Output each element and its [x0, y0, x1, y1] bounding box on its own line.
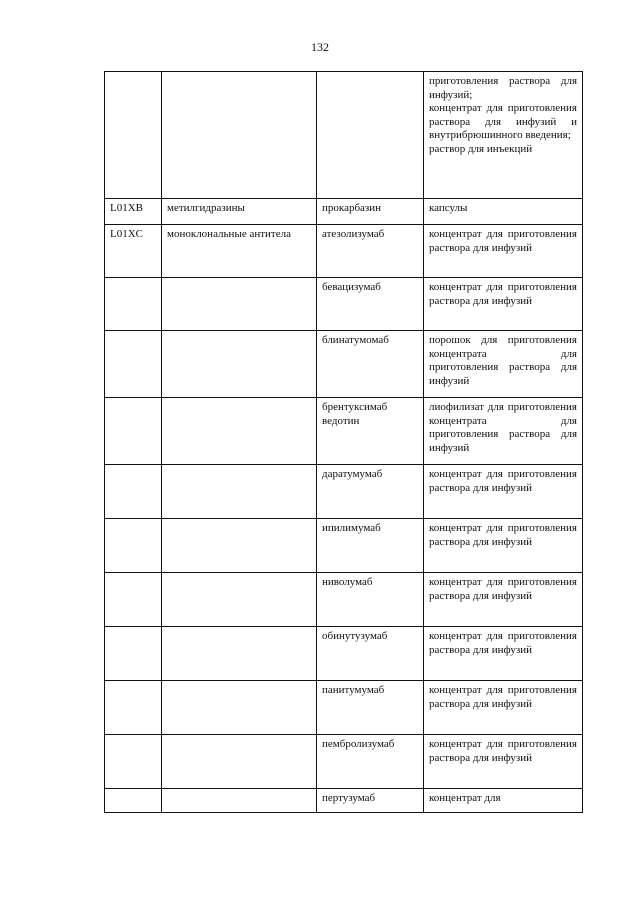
table-row — [105, 573, 583, 627]
dosage-form-cell-wrap — [424, 72, 583, 199]
atc-code-cell — [105, 398, 162, 465]
dosage-form-cell: концентрат для — [424, 789, 583, 813]
table-row — [105, 465, 583, 519]
drug-name-cell: ниволумаб — [317, 573, 424, 627]
dosage-form-cell: концентрат для приготовления раствора для инфузий — [424, 465, 583, 519]
dosage-form-cell: концентрат для приготовления раствора для инфузий — [424, 573, 583, 627]
dosage-form-cell: концентрат для приготовления раствора для инфузий — [424, 278, 583, 331]
group-cell — [162, 735, 317, 789]
drug-table — [104, 71, 583, 813]
group-cell: моноклональные антитела — [162, 225, 317, 278]
group-cell — [162, 72, 317, 199]
drug-name-cell: атезолизумаб — [317, 225, 424, 278]
atc-code-cell — [105, 465, 162, 519]
atc-code-cell — [105, 681, 162, 735]
dosage-form-cell: концентрат для приготовления раствора для инфузий — [424, 681, 583, 735]
drug-name-cell: даратумумаб — [317, 465, 424, 519]
group-cell — [162, 573, 317, 627]
dosage-form-cell: концентрат для приготовления раствора для инфузий — [424, 519, 583, 573]
drug-name-cell: ипилимумаб — [317, 519, 424, 573]
atc-code-cell — [105, 72, 162, 199]
atc-code-cell — [105, 278, 162, 331]
atc-code-cell — [105, 735, 162, 789]
group-cell — [162, 398, 317, 465]
drug-name-cell: бевацизумаб — [317, 278, 424, 331]
table-row — [105, 331, 583, 398]
atc-code-cell — [105, 519, 162, 573]
group-cell — [162, 278, 317, 331]
group-cell — [162, 331, 317, 398]
group-cell — [162, 519, 317, 573]
drug-name-cell: обинутузумаб — [317, 627, 424, 681]
drug-name-cell: панитумумаб — [317, 681, 424, 735]
table-row — [105, 225, 583, 278]
dosage-form-cell: концентрат для приготовления раствора для инфузий — [424, 627, 583, 681]
table-row — [105, 735, 583, 789]
table-row — [105, 199, 583, 225]
drug-name-cell: блинатумомаб — [317, 331, 424, 398]
table-row — [105, 72, 583, 199]
table-row — [105, 398, 583, 465]
atc-code-cell — [105, 331, 162, 398]
table-row — [105, 789, 583, 813]
group-cell — [162, 681, 317, 735]
atc-code-cell — [105, 789, 162, 813]
table-row — [105, 278, 583, 331]
dosage-form-cell: лиофилизат для приготовления концентрата для приготовления раствора для инфузий — [424, 398, 583, 465]
drug-name-cell — [317, 72, 424, 199]
atc-code-cell: L01XB — [105, 199, 162, 225]
dosage-form-cell: концентрат для приготовления раствора для инфузий — [424, 225, 583, 278]
atc-code-cell — [105, 573, 162, 627]
group-cell — [162, 627, 317, 681]
atc-code-cell: L01XC — [105, 225, 162, 278]
table-row — [105, 627, 583, 681]
table-row — [105, 519, 583, 573]
drug-name-cell: брентуксимаб ведотин — [317, 398, 424, 465]
group-cell — [162, 465, 317, 519]
dosage-form-cell: приготовления раствора для инфузий; концентрат для приготовления раствора для инфузий и внутрибрюшинного введения; раствор для инъекций — [429, 75, 577, 155]
dosage-form-cell: капсулы — [424, 199, 583, 225]
drug-name-cell: пембролизумаб — [317, 735, 424, 789]
dosage-form-cell: концентрат для приготовления раствора для инфузий — [424, 735, 583, 789]
page-number: 132 — [311, 40, 329, 54]
drug-name-cell: прокарбазин — [317, 199, 424, 225]
drug-name-cell: пертузумаб — [317, 789, 424, 813]
dosage-form-cell: порошок для приготовления концентрата для приготовления раствора для инфузий — [424, 331, 583, 398]
atc-code-cell — [105, 627, 162, 681]
group-cell — [162, 789, 317, 813]
group-cell: метилгидразины — [162, 199, 317, 225]
table-row — [105, 681, 583, 735]
